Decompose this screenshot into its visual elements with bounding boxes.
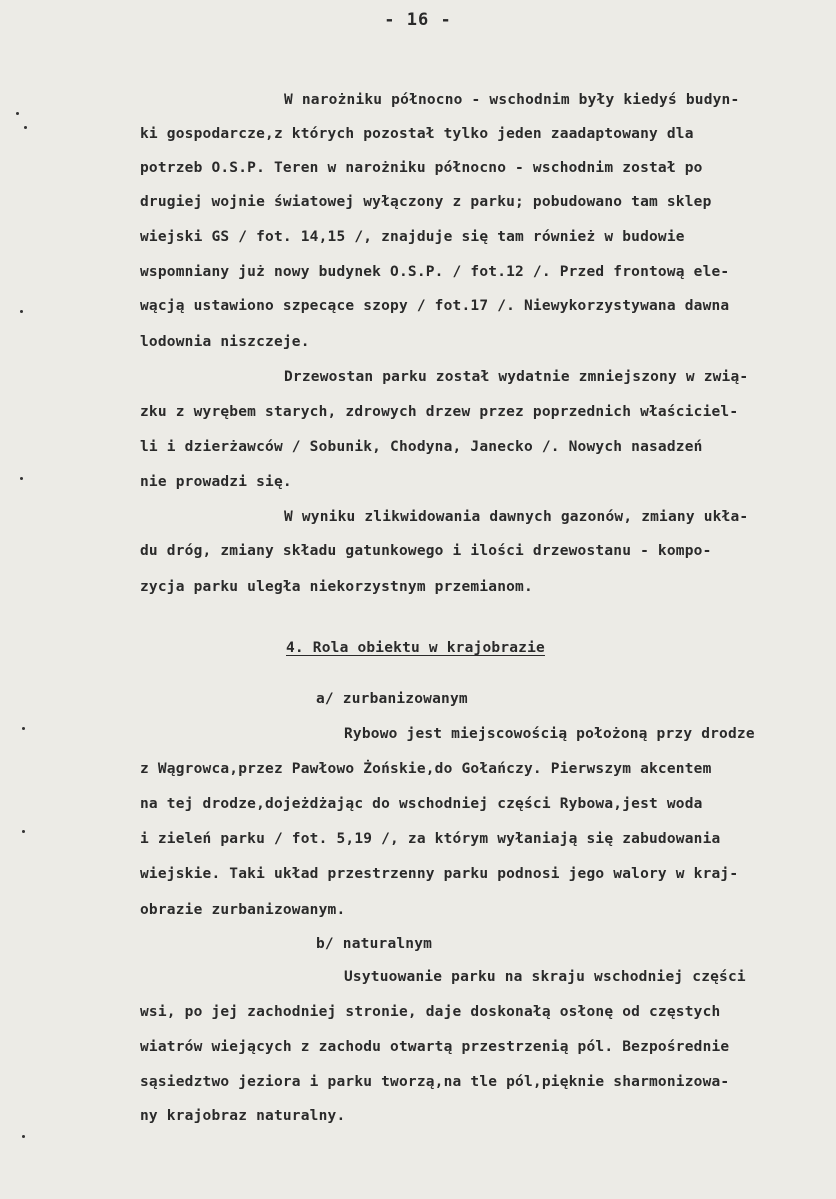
text-line: potrzeb O.S.P. Teren w narożniku północno - wschodnim został po (140, 160, 703, 176)
text-line: Usytuowanie parku na skraju wschodniej części (344, 969, 746, 985)
text-line: z Wągrowca,przez Pawłowo Żońskie,do Gołańczy. Pierwszym akcentem (140, 761, 712, 777)
text-line: wiejskie. Taki układ przestrzenny parku podnosi jego walory w kraj- (140, 866, 739, 882)
subsection-heading: b/ naturalnym (316, 936, 433, 952)
text-line: zku z wyrębem starych, zdrowych drzew przez poprzednich właściciel- (140, 404, 739, 420)
text-line: du dróg, zmiany składu gatunkowego i ilości drzewostanu - kompo- (140, 543, 712, 559)
text-line: li i dzierżawców / Sobunik, Chodyna, Janecko /. Nowych nasadzeń (140, 439, 703, 455)
text-line: lodownia niszczeje. (140, 334, 310, 350)
text-line: na tej drodze,dojeżdżając do wschodniej części Rybowa,jest woda (140, 796, 703, 812)
text-line: zycja parku uległa niekorzystnym przemianom. (140, 579, 533, 595)
margin-mark (24, 126, 27, 129)
section-heading: 4. Rola obiektu w krajobrazie (286, 640, 545, 656)
margin-mark (20, 310, 23, 313)
text-line: W wyniku zlikwidowania dawnych gazonów, zmiany ukła- (284, 509, 749, 525)
margin-mark (22, 727, 25, 730)
margin-mark (20, 477, 23, 480)
text-line: ny krajobraz naturalny. (140, 1108, 346, 1124)
margin-mark (22, 1135, 25, 1138)
page-number: - 16 - (384, 10, 452, 30)
text-line: wsi, po jej zachodniej stronie, daje doskonałą osłonę od częstych (140, 1004, 721, 1020)
text-line: W narożniku północno - wschodnim były kiedyś budyn- (284, 92, 740, 108)
text-line: nie prowadzi się. (140, 474, 292, 490)
margin-mark (22, 830, 25, 833)
margin-mark (16, 112, 19, 115)
text-line: wącją ustawiono szpecące szopy / fot.17 /. Niewykorzystywana dawna (140, 298, 730, 314)
text-line: i zieleń parku / fot. 5,19 /, za którym wyłaniają się zabudowania (140, 831, 721, 847)
text-line: Drzewostan parku został wydatnie zmniejszony w zwią- (284, 369, 749, 385)
text-line: Rybowo jest miejscowością położoną przy drodze (344, 726, 755, 742)
text-line: wiejski GS / fot. 14,15 /, znajduje się tam również w budowie (140, 229, 685, 245)
text-line: drugiej wojnie światowej wyłączony z parku; pobudowano tam sklep (140, 194, 712, 210)
text-line: sąsiedztwo jeziora i parku tworzą,na tle pól,pięknie sharmonizowa- (140, 1074, 730, 1090)
subsection-heading: a/ zurbanizowanym (316, 691, 468, 707)
text-line: wspomniany już nowy budynek O.S.P. / fot.12 /. Przed frontową ele- (140, 264, 730, 280)
text-line: obrazie zurbanizowanym. (140, 902, 346, 918)
text-line: wiatrów wiejących z zachodu otwartą przestrzenią pól. Bezpośrednie (140, 1039, 730, 1055)
text-line: ki gospodarcze,z których pozostał tylko jeden zaadaptowany dla (140, 126, 694, 142)
